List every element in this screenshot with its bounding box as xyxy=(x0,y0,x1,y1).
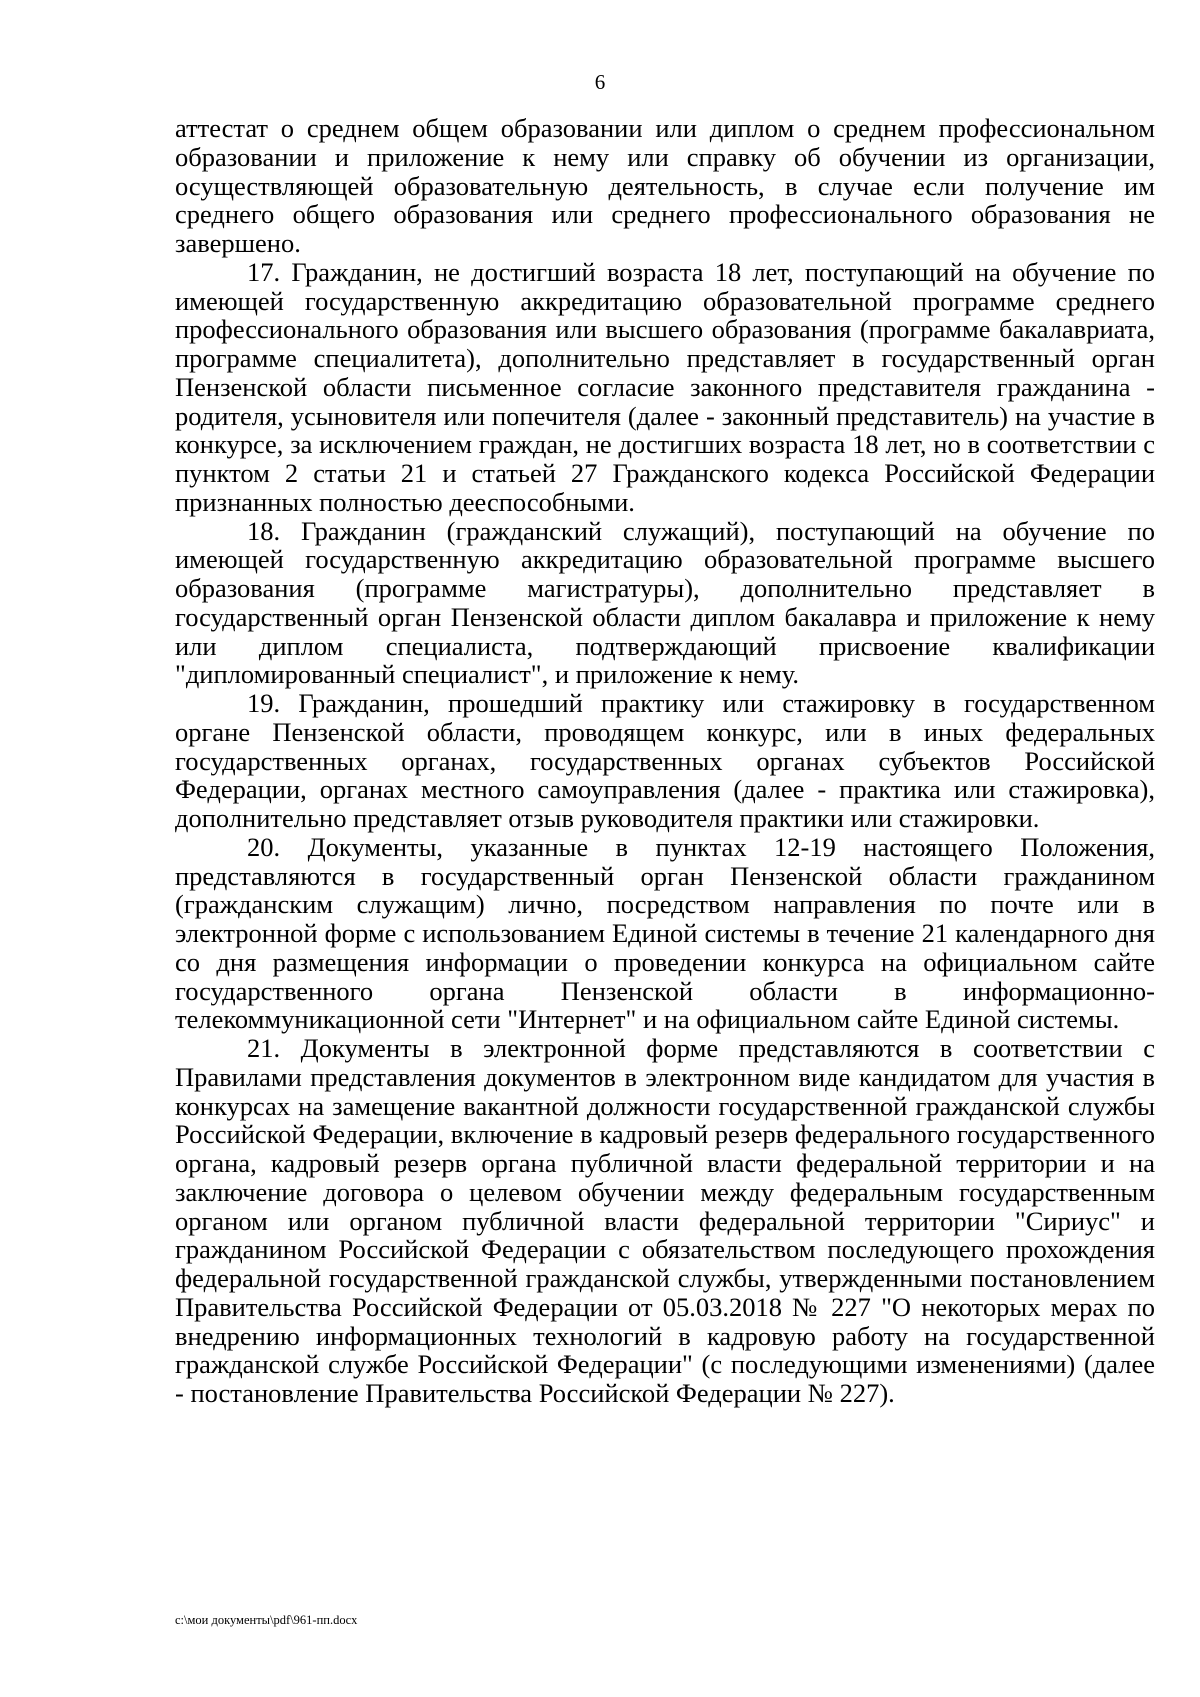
paragraph-continuation: аттестат о среднем общем образовании или диплом о среднем профессиональном образовании и приложение к нему или справку об обучении из организации, осуществляющей образовательную деятельность, в случае если получение им среднего общего образования или среднего профессионального образования не завершено. xyxy=(175,113,1155,258)
paragraph-21: 21. Документы в электронной форме представляются в соответствии с Правилами представления документов в электронном виде кандидатом для участия в конкурсах на замещение вакантной должности государственной гражданской службы Российской Федерации, включение в кадровый резерв федерального государственного органа, кадровый резерв органа публичной власти федеральной территории и на заключение договора о целевом обучении между федеральным государственным органом или органом публичной власти федеральной территории "Сириус" и гражданином Российской Федерации с обязательством последующего прохождения федеральной государственной гражданской службы, утвержденными постановлением Правительства Российской Федерации от 05.03.2018 № 227 "О некоторых мерах по внедрению информационных технологий в кадровую работу на государственной гражданской службе Российской Федерации" (с последующими изменениями) (далее - постановление Правительства Российской Федерации № 227). xyxy=(175,1033,1155,1408)
footer-file-path: c:\мои документы\pdf\961-пп.docx xyxy=(175,1613,358,1627)
paragraph-20: 20. Документы, указанные в пунктах 12-19 настоящего Положения, представляются в государственный орган Пензенской области гражданином (гражданским служащим) лично, посредством направления по почте или в электронной форме с использованием Единой системы в течение 21 календарного дня со дня размещения информации о проведении конкурса на официальном сайте государственного органа Пензенской области в информационно-телекоммуникационной сети "Интернет" и на официальном сайте Единой системы. xyxy=(175,831,1155,1035)
paragraph-19: 19. Гражданин, прошедший практику или стажировку в государственном органе Пензенской области, проводящем конкурс, или в иных федеральных государственных органах, государственных органах субъектов Российской Федерации, органах местного самоуправления (далее - практика или стажировка), дополнительно представляет отзыв руководителя практики или стажировки. xyxy=(175,688,1155,833)
paragraph-17: 17. Гражданин, не достигший возраста 18 лет, поступающий на обучение по имеющей государственную аккредитацию образовательной программе среднего профессионального образования или высшего образования (программе бакалавриата, программе специалитета), дополнительно представляет в государственный орган Пензенской области письменное согласие законного представителя гражданина - родителя, усыновителя или попечителя (далее - законный представитель) на участие в конкурсе, за исключением граждан, не достигших возраста 18 лет, но в соответствии с пунктом 2 статьи 21 и статьей 27 Гражданского кодекса Российской Федерации признанных полностью дееспособными. xyxy=(175,256,1155,517)
document-body xyxy=(175,114,1155,1408)
paragraph-18: 18. Гражданин (гражданский служащий), поступающий на обучение по имеющей государственную аккредитацию образовательной программе высшего образования (программе магистратуры), дополнительно представляет в государственный орган Пензенской области диплом бакалавра и приложение к нему или диплом специалиста, подтверждающий присвоение квалификации "дипломированный специалист", и приложение к нему. xyxy=(175,515,1155,690)
page-number: 6 xyxy=(594,70,606,94)
